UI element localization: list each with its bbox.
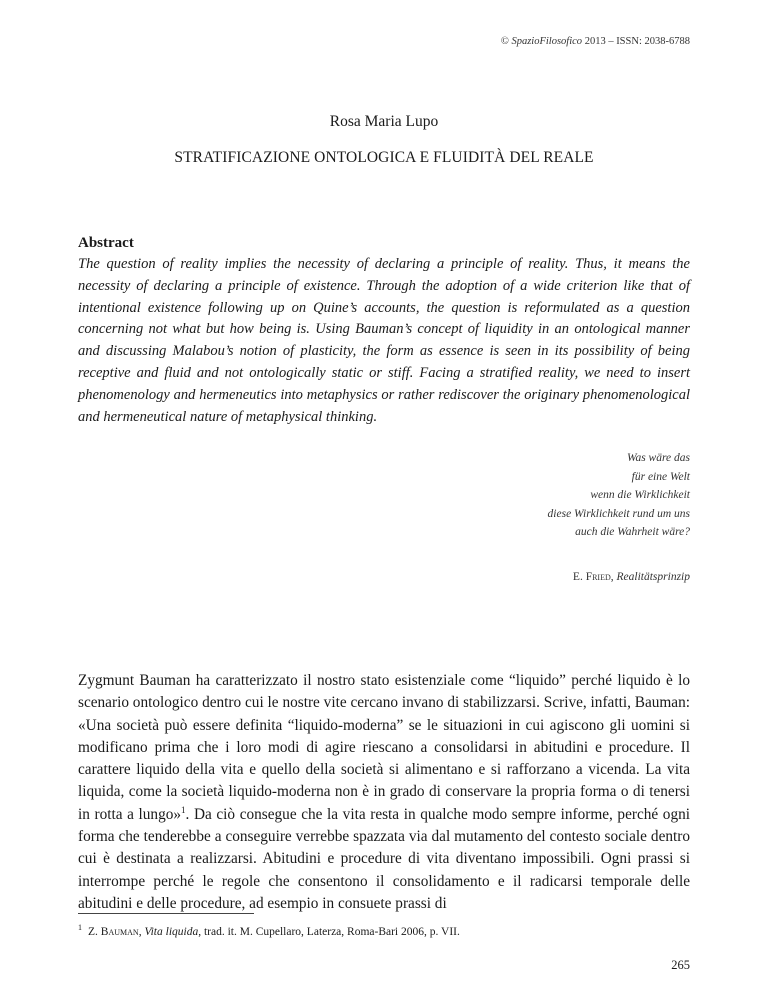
copyright-symbol: © — [500, 36, 509, 47]
body-text-part2: . Da ciò consegue che la vita resta in qualche modo sempre informe, perché ogni forma che tenderebbe a conseguire verrebbe spazzata via dal mutamento del contesto sociale dentro cui è destinata a realizzarsi. Abitudini e procedure di vita diventano impossibili. Ogni prassi si interrompe perché le regole che consentono il consolidamento e il radicarsi temporale delle abitudini e delle procedure, ad esempio in consuete prassi di — [78, 805, 690, 912]
footnote-work: Vita liquida — [144, 925, 199, 938]
epigraph-attribution — [573, 571, 690, 583]
footnote-number: 1 — [78, 923, 82, 932]
epigraph-line: diese Wirklichkeit rund um uns — [547, 507, 690, 520]
abstract-section — [78, 233, 690, 428]
article-title: STRATIFICAZIONE ONTOLOGICA E FLUIDITÀ DEL REALE — [174, 149, 594, 166]
epigraph — [548, 449, 690, 542]
footnote-author-name: Bauman — [100, 925, 139, 938]
footnote-author-initial: Z. — [88, 925, 98, 938]
footnote — [78, 920, 690, 940]
footnote-separator: , — [138, 925, 142, 938]
page-number: 265 — [671, 958, 690, 972]
epigraph-work: Realitätsprinzip — [616, 571, 690, 583]
journal-name: SpazioFilosofico — [511, 36, 583, 47]
abstract-heading: Abstract — [78, 235, 134, 251]
body-text-part1: Zygmunt Bauman ha caratterizzato il nostro stato esistenziale come “liquido” perché liquido è lo scenario ontologico dentro cui le nostre vite cercano invano di stabilizzarsi. Scrive, infatti, Bauman: «Una società può essere definita “liquido-moderna” se le situazioni in cui agiscono gli uomini si modificano prima che i loro modi di agire riescano a consolidarsi in abitudini e procedure. Il carattere liquido della vita e quello della società si alimentano e si rafforzano a vicenda. La vita liquida, come la società liquido-moderna non è in grado di conservare la propria forma o di tenersi in rotta a lungo» — [78, 672, 690, 823]
epigraph-line: wenn die Wirklichkeit — [590, 489, 690, 501]
footnote-divider — [78, 913, 254, 914]
body-paragraph — [78, 670, 690, 915]
footnote-details: , trad. it. M. Cupellaro, Laterza, Roma-Bari 2006, p. VII. — [198, 925, 460, 938]
abstract-text: The question of reality implies the necessity of declaring a principle of reality. Thus, it means the necessity of declaring a principle of existence. Through the adoption of a wide criterion like that of intentional existence following up on Quine’s accounts, the question is reformulated as a question concerning not what but how being is. Using Bauman’s concept of liquidity in an ontological manner and discussing Malabou’s notion of plasticity, the form as essence is seen in its possibility of being receptive and fluid and not ontologically static or stiff. Facing a stratified reality, we need to insert phenomenology and hermeneutics into metaphysics or rather rediscover the originary phenomenological and hermeneutical nature of metaphysical thinking. — [78, 256, 690, 425]
epigraph-separator: , — [610, 571, 614, 583]
footnote-reference[interactable]: 1 — [181, 804, 186, 815]
article-author: Rosa Maria Lupo — [329, 113, 439, 130]
epigraph-line: auch die Wahrheit wäre? — [575, 526, 690, 538]
epigraph-line: Was wäre das — [626, 452, 690, 464]
running-header — [501, 36, 690, 47]
journal-info: 2013 – ISSN: 2038-6788 — [584, 36, 690, 47]
epigraph-author-initial: E. — [572, 571, 583, 583]
epigraph-line: für eine Welt — [631, 470, 690, 483]
epigraph-author-name: Fried — [585, 571, 611, 583]
